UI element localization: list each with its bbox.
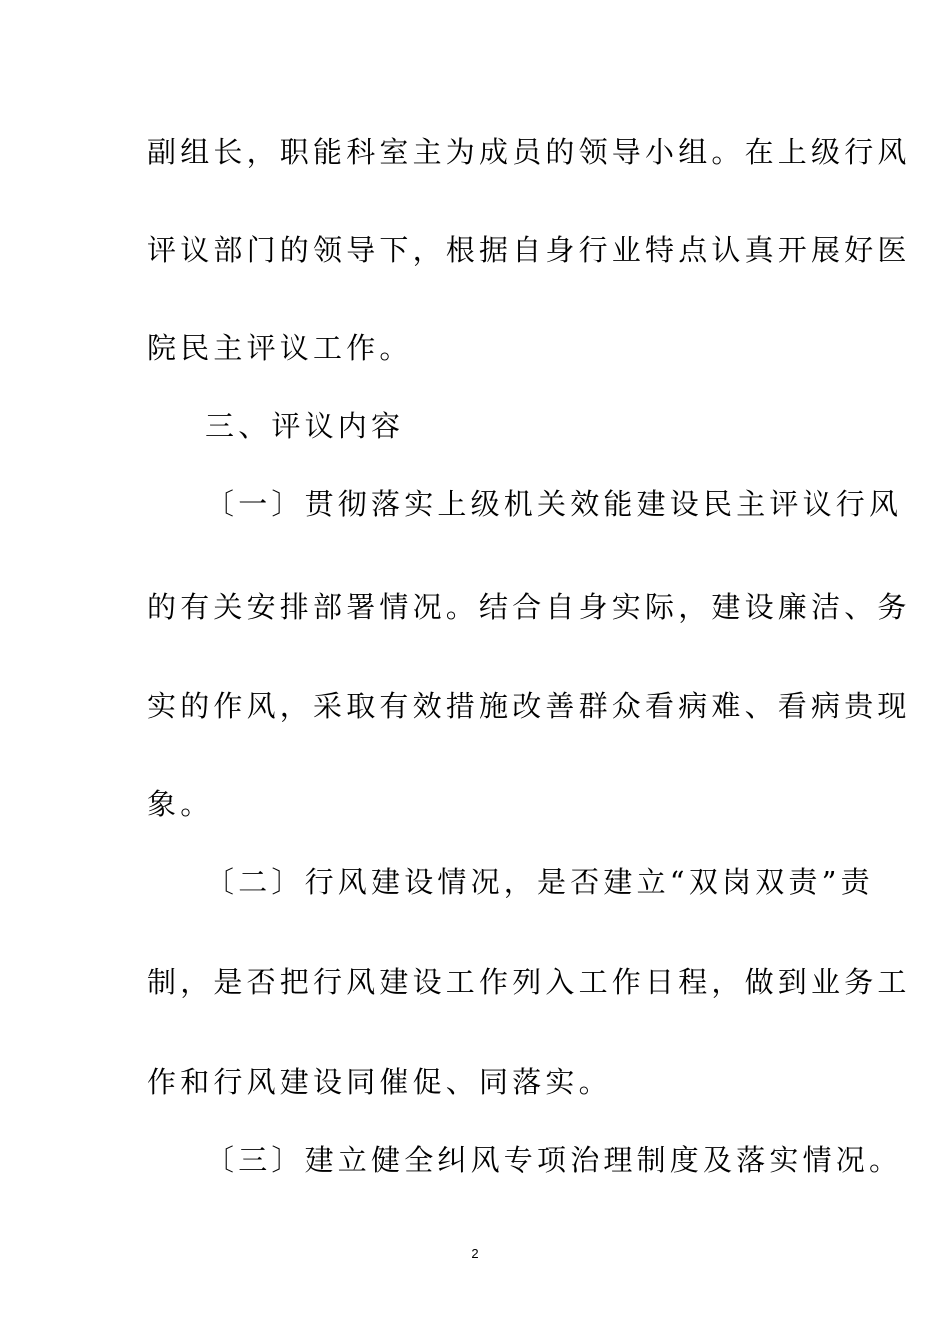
paragraph-line: 制，是否把行风建设工作列入工作日程，做到业务工 (147, 965, 911, 999)
paragraph-line: 副组长，职能科室主为成员的领导小组。在上级行风 (147, 135, 911, 169)
paragraph-line: 评议部门的领导下，根据自身行业特点认真开展好医 (147, 233, 911, 267)
paragraph-line: 〔三〕建立健全纠风专项治理制度及落实情况。 (205, 1143, 903, 1177)
paragraph-line: 〔二〕行风建设情况，是否建立“双岗双责”责 (205, 865, 874, 899)
paragraph-line: 作和行风建设同催促、同落实。 (147, 1065, 612, 1099)
paragraph-line: 的有关安排部署情况。结合自身实际，建设廉洁、务 (147, 590, 911, 624)
page-number: 2 (471, 1246, 479, 1261)
paragraph-line: 〔一〕贯彻落实上级机关效能建设民主评议行风 (205, 487, 903, 521)
paragraph-line: 象。 (147, 787, 214, 821)
paragraph-line: 院民主评议工作。 (147, 331, 413, 365)
section-heading: 三、评议内容 (205, 409, 405, 443)
paragraph-line: 实的作风，采取有效措施改善群众看病难、看病贵现 (147, 689, 911, 723)
